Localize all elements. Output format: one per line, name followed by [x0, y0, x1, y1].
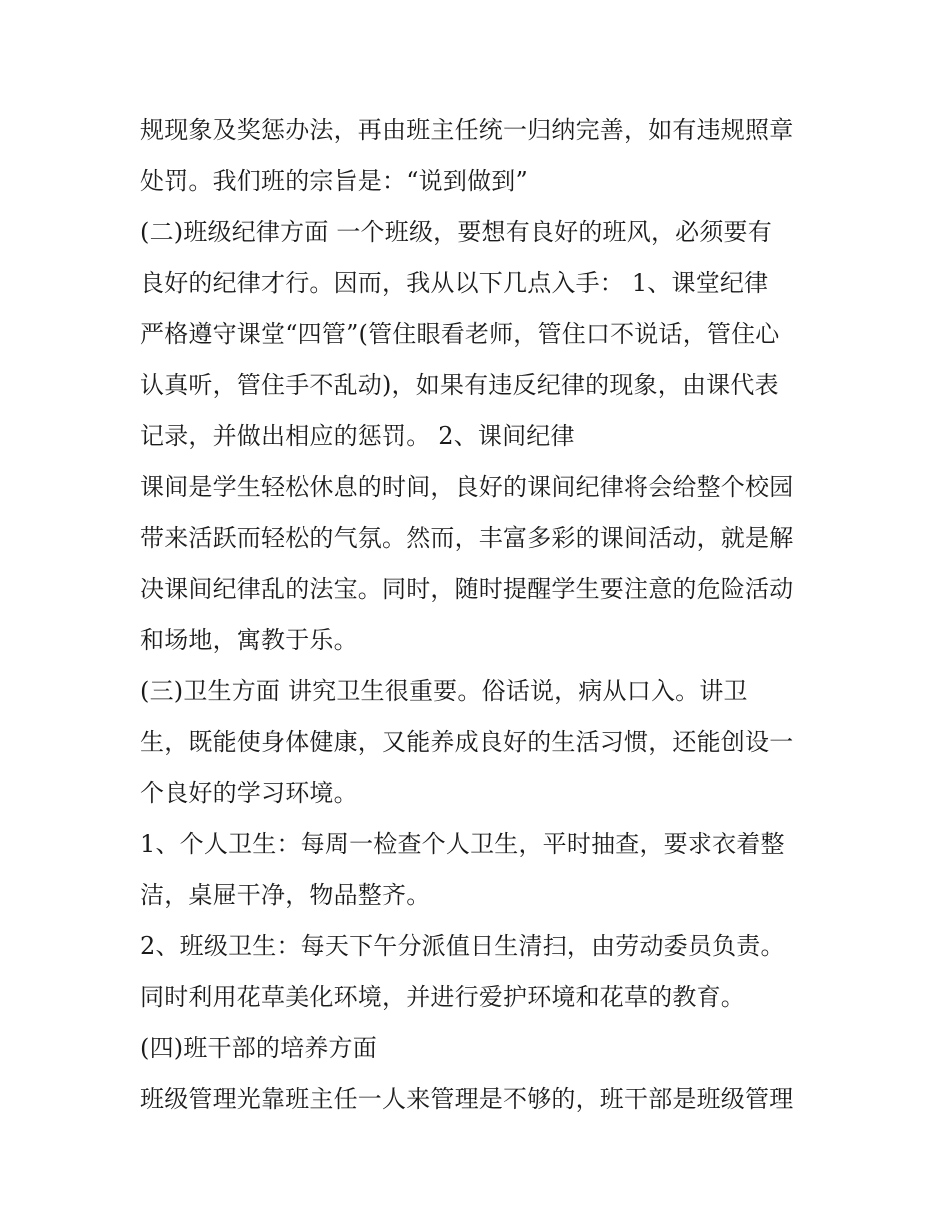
text-line: 带来活跃而轻松的气氛。然而，丰富多彩的课间活动，就是解 [140, 524, 794, 552]
text-line: 记录，并做出相应的惩罚。 2、课间纪律 [140, 422, 575, 450]
text-line: 处罚。我们班的宗旨是：“说到做到” [140, 167, 528, 195]
text-line: 规现象及奖惩办法，再由班主任统一归纳完善，如有违规照章 [140, 116, 794, 144]
list-item-personal-hygiene: 1、个人卫生：每周一检查个人卫生，平时抽查，要求衣着整 [140, 830, 785, 858]
list-item-class-hygiene: 2、班级卫生：每天下午分派值日生清扫，由劳动委员负责。 [140, 932, 785, 960]
text-line: 班级管理光靠班主任一人来管理是不够的，班干部是班级管理 [140, 1085, 794, 1113]
text-line: 严格遵守课堂“四管”(管住眼看老师，管住口不说话，管住心 [140, 320, 780, 348]
text-line: 生，既能使身体健康，又能养成良好的生活习惯，还能创设一 [140, 728, 794, 756]
text-line: 认真听，管住手不乱动)，如果有违反纪律的现象，由课代表 [140, 371, 779, 399]
text-line: 同时利用花草美化环境，并进行爱护环境和花草的教育。 [140, 983, 745, 1011]
text-line: 洁，桌屉干净，物品整齐。 [140, 881, 431, 909]
section-heading-hygiene: (三)卫生方面 讲究卫生很重要。俗话说，病从口入。讲卫 [140, 677, 748, 705]
document-body [140, 110, 840, 1130]
text-line: 良好的纪律才行。因而，我从以下几点入手： 1、课堂纪律 [140, 269, 769, 297]
text-line: 个良好的学习环境。 [140, 779, 358, 807]
section-heading-discipline: (二)班级纪律方面 一个班级，要想有良好的班风，必须要有 [140, 218, 772, 246]
section-heading-class-cadres: (四)班干部的培养方面 [140, 1034, 377, 1062]
text-line: 课间是学生轻松休息的时间，良好的课间纪律将会给整个校园 [140, 473, 794, 501]
text-line: 决课间纪律乱的法宝。同时，随时提醒学生要注意的危险活动 [140, 575, 794, 603]
text-line: 和场地，寓教于乐。 [140, 626, 358, 654]
